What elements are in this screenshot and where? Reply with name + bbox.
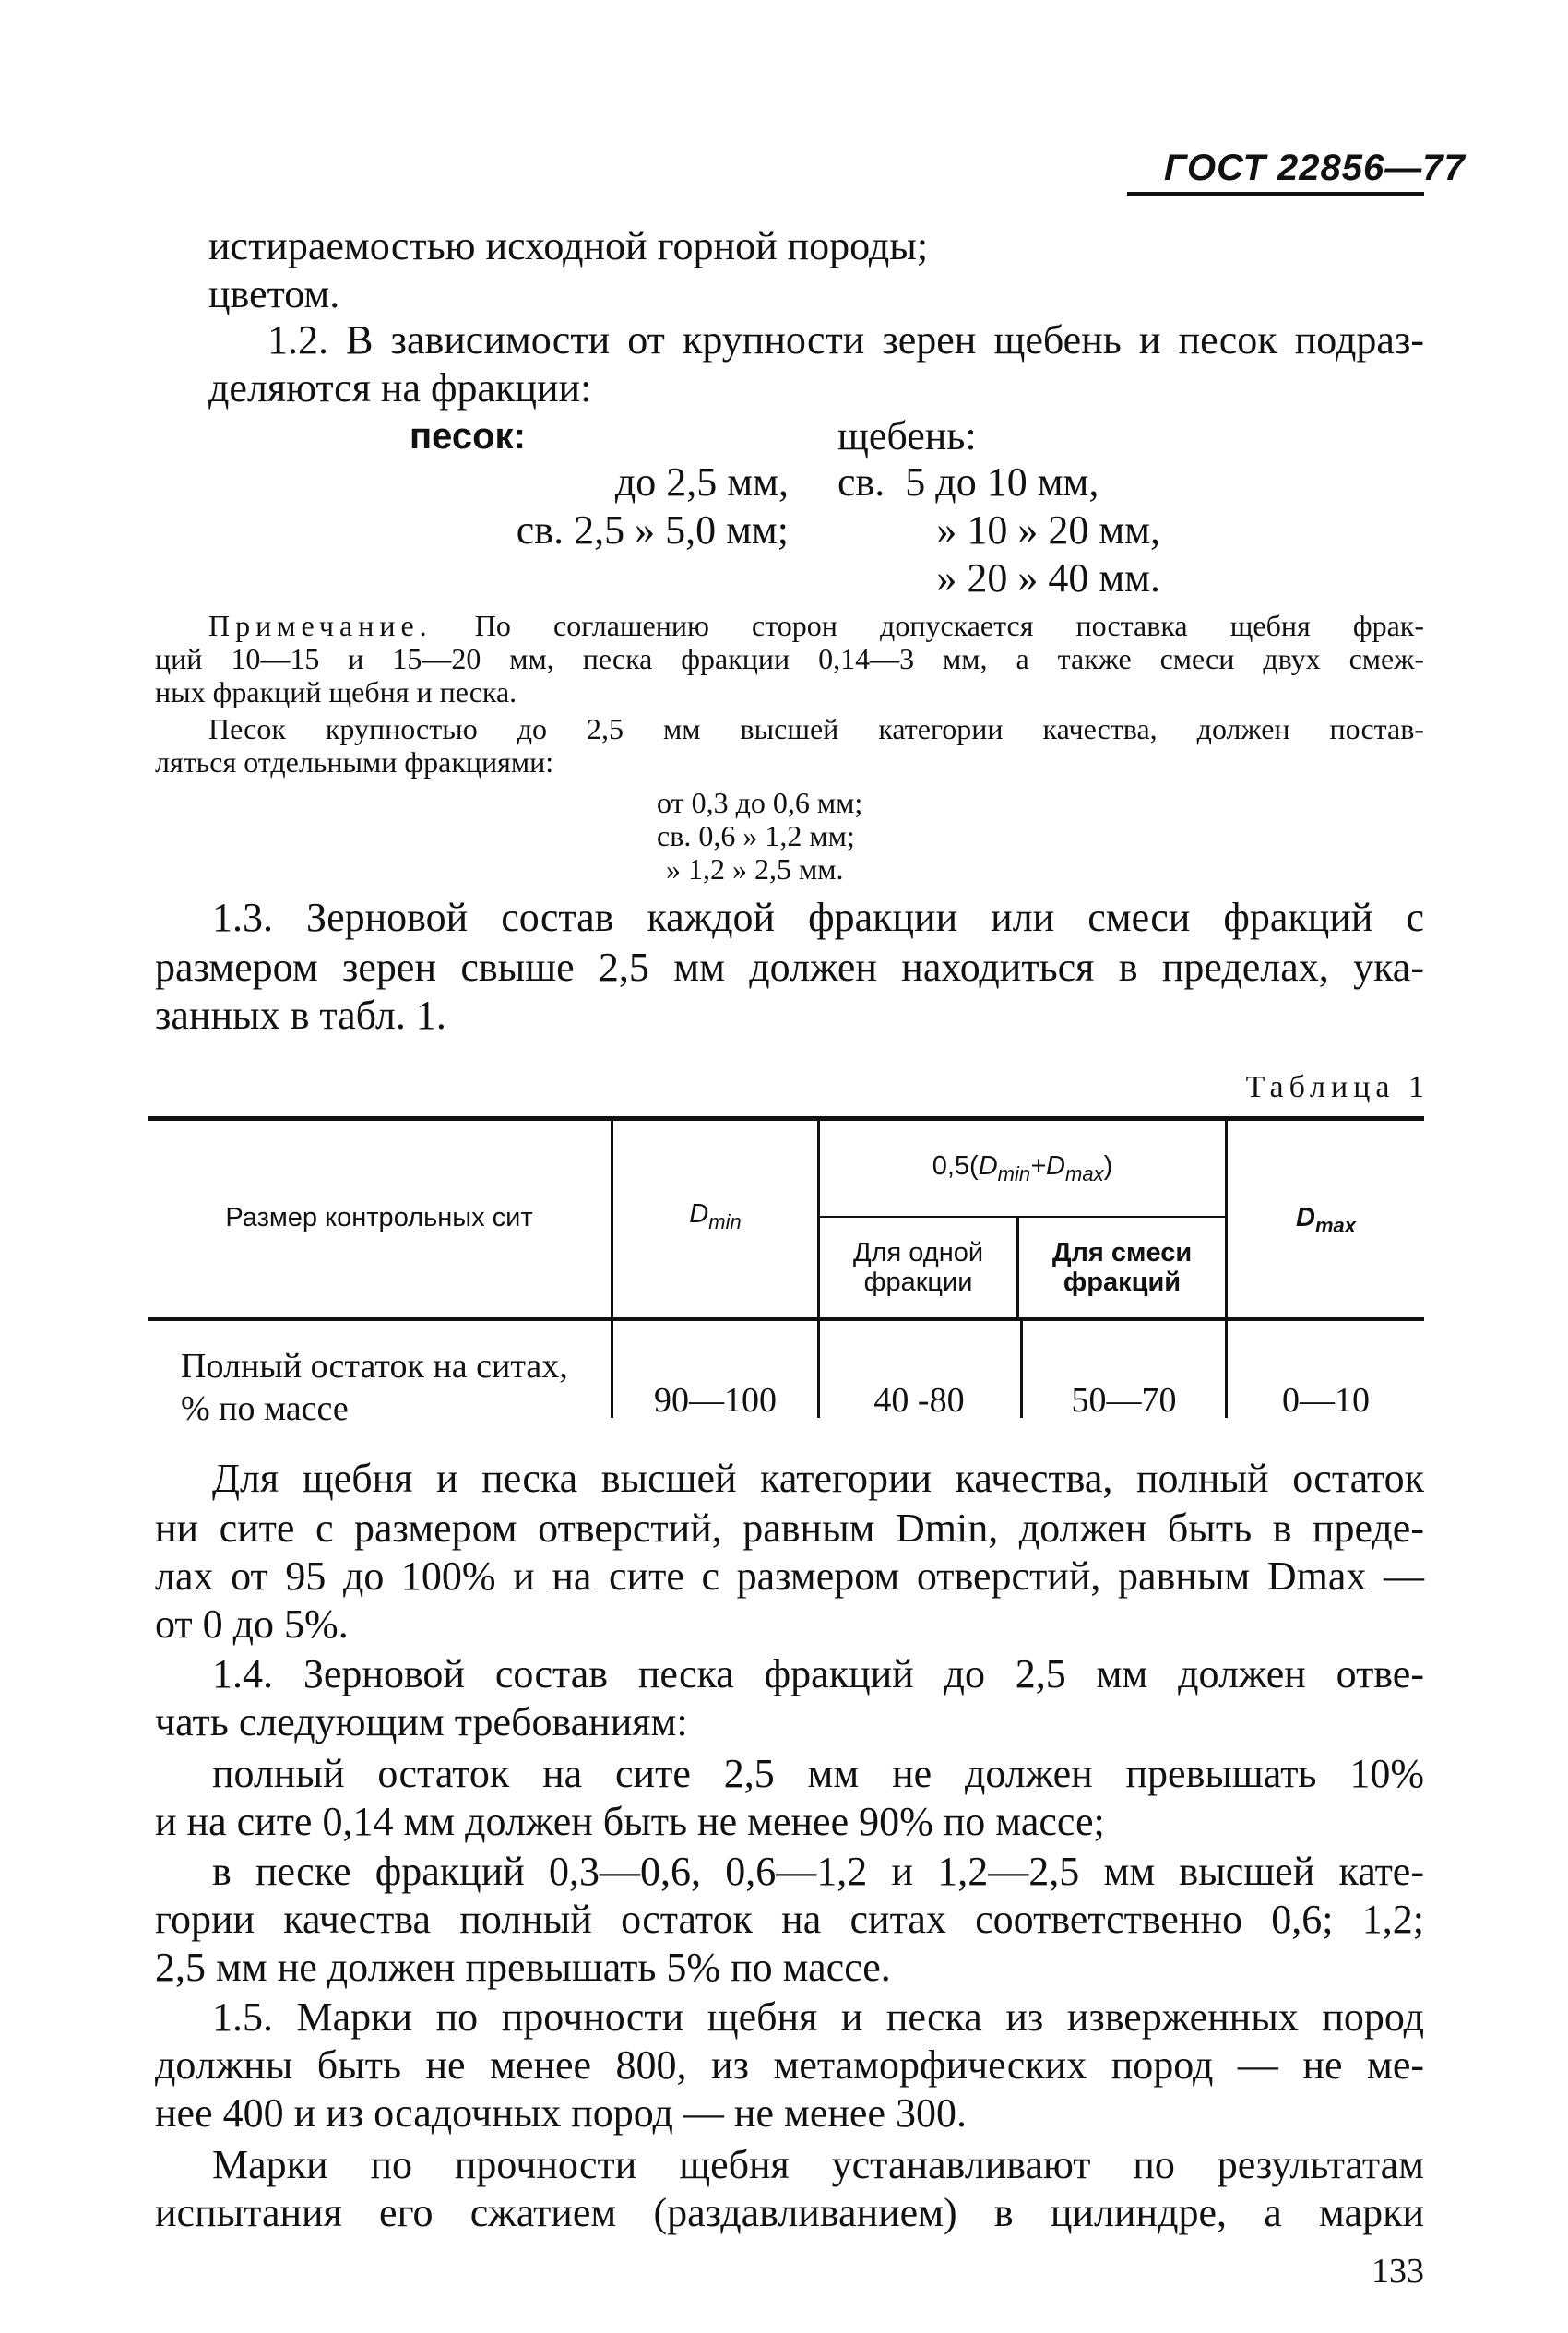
p14-line-7: 2,5 мм не должен превышать 5% по массе.: [155, 1945, 891, 1990]
intro-line-1: истираемостью исходной горной породы;: [208, 223, 929, 268]
note-text: По соглашению сторон допускается поставка щебня фрак-: [474, 609, 1425, 642]
table-top-rule: [148, 1116, 1424, 1121]
gravel-row-1: св. 5 до 10 мм,: [837, 459, 1099, 505]
note-line-1: [208, 609, 1424, 642]
after-table-line-3: лах от 95 до 100% и на сите с размером отверстий, равным Dmax —: [155, 1553, 1424, 1599]
th-mix-fractions: Для смеси фракций: [1051, 1238, 1193, 1297]
val-dmin: 90—100: [654, 1381, 777, 1420]
sand-row-2: св. 2,5 » 5,0 мм;: [516, 507, 789, 553]
after-table-line-1: Для щебня и песка высшей категории качества, полный остаток: [212, 1456, 1424, 1501]
th-dmax: $D_{max}$: [1296, 1203, 1356, 1237]
p15-line-3: нее 400 и из осадочных пород — не менее 300.: [155, 2090, 967, 2136]
note-line-2: ций 10—15 и 15—20 мм, песка фракции 0,14—3 мм, а также смеси двух смеж-: [155, 642, 1424, 675]
p14-line-5: в песке фракций 0,3—0,6, 0,6—1,2 и 1,2—2,5 мм высшей кате-: [212, 1849, 1424, 1894]
page-number: 133: [1372, 2252, 1424, 2291]
document-code: ГОСТ 22856—77: [1164, 148, 1466, 188]
col-divider-4: [1225, 1121, 1228, 1418]
note-label: Примечание.: [208, 609, 433, 642]
p14-line-1: 1.4. Зерновой состав песка фракций до 2,5 мм должен отве-: [212, 1651, 1424, 1696]
val-mix-fractions: 50—70: [1071, 1381, 1177, 1420]
th-sieve-size: Размер контрольных сит: [225, 1203, 533, 1232]
note-fraction-3: » 1,2 » 2,5 мм.: [666, 852, 844, 886]
p14-line-3: полный остаток на сите 2,5 мм не должен превышать 10%: [212, 1751, 1424, 1796]
p15-line-1: 1.5. Марки по прочности щебня и песка из изверженных пород: [212, 1994, 1424, 2040]
sand-row-1: до 2,5 мм,: [614, 459, 789, 505]
marks-line-1: Марки по прочности щебня устанавливают по результатам: [212, 2142, 1424, 2187]
gravel-row-3: » 20 » 40 мм.: [936, 555, 1160, 601]
th-mid: $0,5(D_{min}+D_{max})$: [932, 1151, 1113, 1185]
p12-line-1: 1.2. В зависимости от крупности зерен щебень и песок подраз-: [267, 317, 1424, 363]
table-caption: Таблица 1: [1245, 1070, 1430, 1104]
after-table-line-2: ни сите с размером отверстий, равным Dmin, должен быть в преде-: [155, 1506, 1424, 1551]
table-mid-rule: [819, 1216, 1227, 1218]
p12-line-2: деляются на фракции:: [208, 365, 592, 411]
gravel-row-2: » 10 » 20 мм,: [936, 507, 1160, 553]
p14-line-2: чать следующим требованиям:: [155, 1699, 688, 1744]
th-dmin: $D_{min}$: [689, 1199, 742, 1233]
th-one-fraction: Для одной фракции: [852, 1238, 984, 1297]
gravel-title: щебень:: [837, 413, 977, 458]
p14-line-4: и на сите 0,14 мм должен быть не менее 90% по массе;: [155, 1799, 1105, 1844]
p13-line-2: размером зерен свыше 2,5 мм должен находиться в пределах, ука-: [155, 945, 1424, 990]
note-fraction-1: от 0,3 до 0,6 мм;: [657, 786, 863, 819]
p15-line-2: должны быть не менее 800, из метаморфических пород — не ме-: [155, 2042, 1424, 2088]
p14-line-6: гории качества полный остаток на ситах соответственно 0,6; 1,2;: [155, 1897, 1424, 1942]
note-line-3: ных фракций щебня и песка.: [155, 675, 517, 708]
note-line-4: Песок крупностью до 2,5 мм высшей категории качества, должен постав-: [208, 712, 1424, 745]
val-one-fraction: 40 -80: [873, 1381, 965, 1420]
marks-line-2: испытания его сжатием (раздавливанием) в цилиндре, а марки: [155, 2190, 1424, 2235]
after-table-line-4: от 0 до 5%.: [155, 1601, 349, 1647]
header-rule: [1127, 192, 1424, 196]
val-dmax: 0—10: [1282, 1381, 1370, 1420]
sand-title: песок:: [410, 416, 526, 457]
table-header-rule: [148, 1317, 1424, 1321]
row-label: Полный остаток на ситах, % по массе: [181, 1347, 568, 1428]
p13-line-3: занных в табл. 1.: [155, 993, 446, 1038]
p13-line-1: 1.3. Зерновой состав каждой фракции или смеси фракций с: [212, 895, 1424, 940]
note-line-5: ляться отдельными фракциями:: [155, 745, 554, 779]
col-divider-1: [611, 1121, 613, 1418]
note-fraction-2: св. 0,6 » 1,2 мм;: [657, 819, 855, 852]
intro-line-2: цветом.: [208, 271, 340, 316]
